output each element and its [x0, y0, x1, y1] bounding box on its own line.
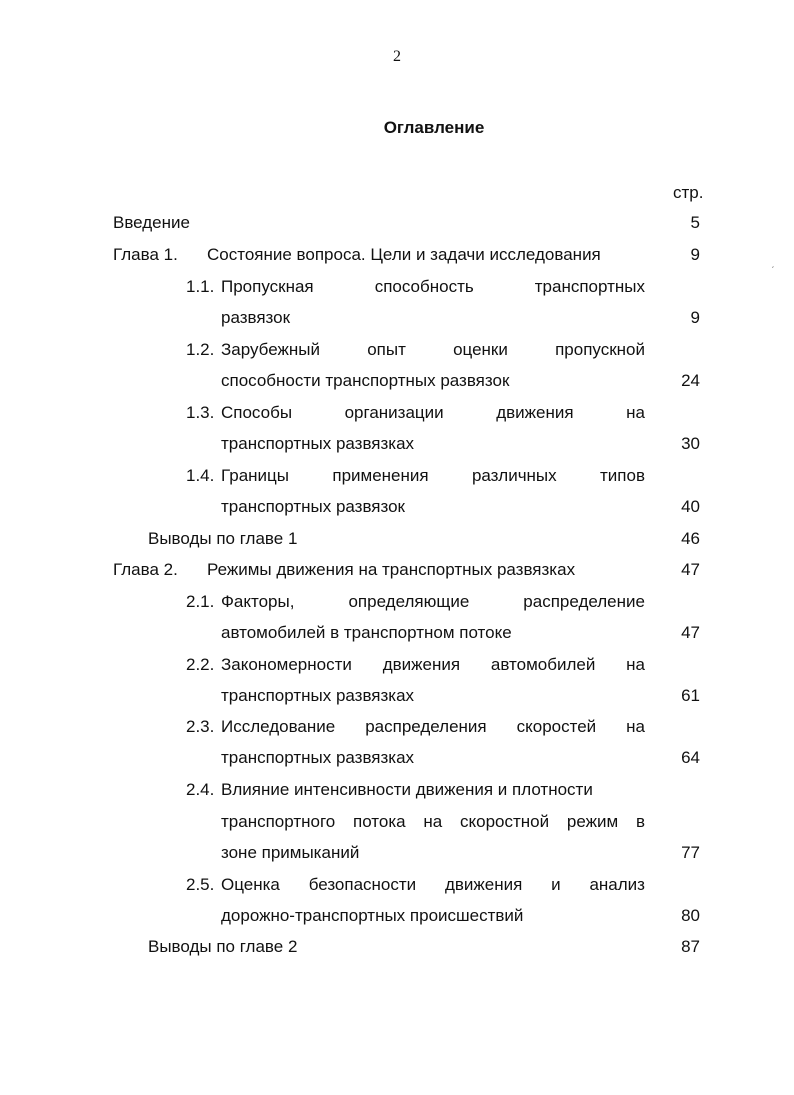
chapter-1-conclusions[interactable]: Выводы по главе 1: [148, 529, 298, 548]
section-2-2-page: 61: [681, 686, 700, 705]
section-2-3-page: 64: [681, 748, 700, 767]
toc-intro-label[interactable]: Введение: [113, 213, 190, 232]
section-1-3-title-line2[interactable]: транспортных развязках: [221, 434, 415, 453]
section-2-5-title-line2[interactable]: дорожно-транспортных происшествий: [221, 906, 524, 925]
section-2-5-page: 80: [681, 906, 700, 925]
section-1-1-title-line1[interactable]: Пропускная способность транспортных: [221, 277, 645, 296]
section-2-5-number[interactable]: 2.5.: [186, 875, 215, 894]
section-1-2-title-line2[interactable]: способности транспортных развязок: [221, 371, 510, 390]
section-2-1-page: 47: [681, 623, 700, 642]
section-1-4-title-line2[interactable]: транспортных развязок: [221, 497, 405, 516]
section-2-5-title-line1[interactable]: Оценка безопасности движения и анализ: [221, 875, 645, 894]
section-2-1-title-line1[interactable]: Факторы, определяющие распределение: [221, 592, 645, 611]
section-2-1-number[interactable]: 2.1.: [186, 592, 215, 611]
section-2-3-number[interactable]: 2.3.: [186, 717, 215, 736]
chapter-1-page: 9: [690, 245, 700, 264]
section-1-3-title-line1[interactable]: Способы организации движения на: [221, 403, 645, 422]
section-2-3-title-line2[interactable]: транспортных развязках: [221, 748, 415, 767]
section-1-2-page: 24: [681, 371, 700, 390]
section-1-2-title-line1[interactable]: Зарубежный опыт оценки пропускной: [221, 340, 645, 359]
chapter-1-title[interactable]: Состояние вопроса. Цели и задачи исследования: [207, 245, 601, 264]
section-1-3-number[interactable]: 1.3.: [186, 403, 215, 422]
section-2-1-title-line2[interactable]: автомобилей в транспортном потоке: [221, 623, 512, 642]
section-2-2-title-line2[interactable]: транспортных развязках: [221, 686, 415, 705]
chapter-2-title[interactable]: Режимы движения на транспортных развязках: [207, 560, 576, 579]
chapter-2-conclusions[interactable]: Выводы по главе 2: [148, 937, 298, 956]
section-2-4-page: 77: [681, 843, 700, 862]
section-1-2-number[interactable]: 1.2.: [186, 340, 215, 359]
section-2-4-title-line3[interactable]: зоне примыканий: [221, 843, 360, 862]
section-1-1-page: 9: [690, 308, 700, 327]
chapter-1-conclusions-page: 46: [681, 529, 700, 548]
section-2-3-title-line1[interactable]: Исследование распределения скоростей на: [221, 717, 645, 736]
section-1-4-title-line1[interactable]: Границы применения различных типов: [221, 466, 645, 485]
page-column-label: стр.: [673, 183, 704, 202]
page-number: 2: [393, 48, 401, 65]
section-1-1-title-line2[interactable]: развязок: [221, 308, 291, 327]
section-2-4-number[interactable]: 2.4.: [186, 780, 215, 799]
chapter-2-label[interactable]: Глава 2.: [113, 560, 178, 579]
section-2-4-title-line1[interactable]: Влияние интенсивности движения и плотности: [221, 780, 593, 799]
section-2-2-title-line1[interactable]: Закономерности движения автомобилей на: [221, 655, 645, 674]
section-2-2-number[interactable]: 2.2.: [186, 655, 215, 674]
chapter-1-label[interactable]: Глава 1.: [113, 245, 178, 264]
section-2-4-title-line2[interactable]: транспортного потока на скоростной режим в: [221, 812, 645, 831]
section-1-3-page: 30: [681, 434, 700, 453]
chapter-2-conclusions-page: 87: [681, 937, 700, 956]
section-1-1-number[interactable]: 1.1.: [186, 277, 215, 296]
scan-mark: ˏ: [771, 258, 775, 269]
chapter-2-page: 47: [681, 560, 700, 579]
toc-title: Оглавление: [383, 118, 485, 137]
section-1-4-number[interactable]: 1.4.: [186, 466, 215, 485]
toc-intro-page: 5: [690, 213, 700, 232]
section-1-4-page: 40: [681, 497, 700, 516]
